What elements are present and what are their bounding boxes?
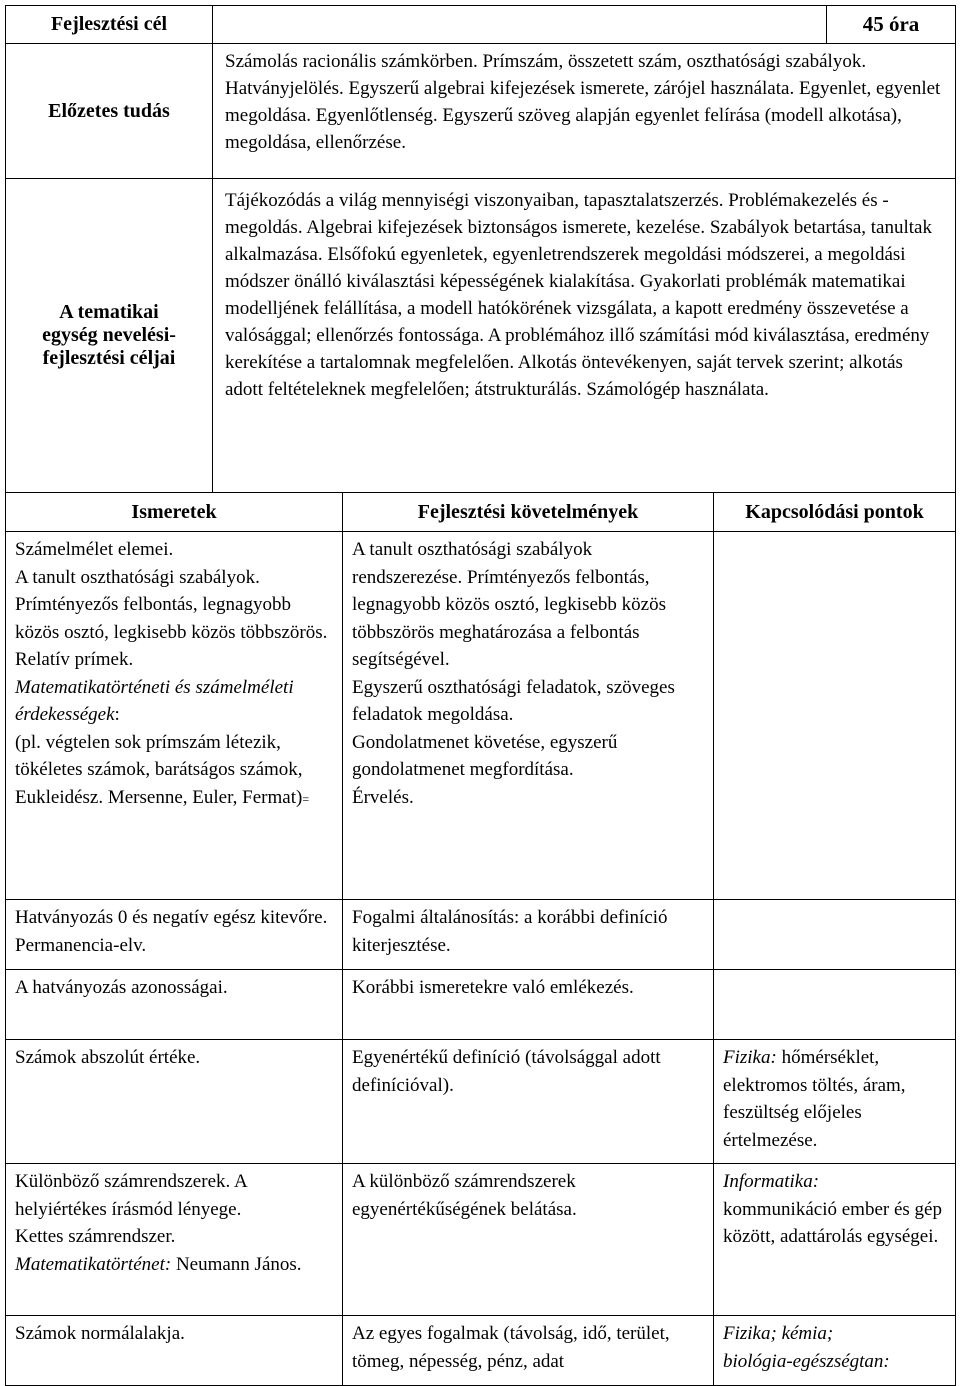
ismeretek-cell: A hatványozás azonosságai. bbox=[6, 970, 343, 1040]
celok-label-line-2: egység nevelési- bbox=[42, 324, 176, 346]
hours-badge: 45 óra bbox=[827, 6, 956, 44]
column-header-kovetelmenyek: Fejlesztési követelmények bbox=[343, 493, 714, 532]
kovetelmenyek-cell: Fogalmi általánosítás: a korábbi definíció kiterjesztése. bbox=[343, 900, 714, 970]
italic-heading: Matematikatörténet: bbox=[15, 1253, 172, 1275]
ismeret-text: Relatív prímek. bbox=[15, 649, 134, 670]
kapcsolodasi-cell bbox=[714, 532, 956, 900]
ismeret-text: Kettes számrendszer. bbox=[15, 1226, 176, 1247]
ismeret-topic: Neumann János. bbox=[171, 1253, 302, 1275]
column-header-ismeretek: Ismeretek bbox=[6, 493, 343, 532]
table-row bbox=[6, 970, 956, 1040]
kovetelmenyek-cell: A különböző számrendszerek egyenértékűségének belátása. bbox=[343, 1164, 714, 1316]
kovetelmeny-text: Egyszerű oszthatósági feladatok, szöveges feladatok megoldása. bbox=[352, 676, 675, 725]
table-row bbox=[6, 1164, 956, 1316]
ismeretek-cell: Hatványozás 0 és negatív egész kitevőre. Permanencia-elv. bbox=[6, 900, 343, 970]
kovetelmenyek-cell: Az egyes fogalmak (távolság, idő, terület, tömeg, népesség, pénz, adat bbox=[343, 1316, 714, 1386]
table-row bbox=[6, 1316, 956, 1386]
celok-label bbox=[6, 179, 213, 493]
ismeret-text: A tanult oszthatósági szabályok. bbox=[15, 566, 260, 588]
elozetes-tudas-text: Számolás racionális számkörben. Prímszám, összetett szám, oszthatósági szabályok. Hatványjelölés. Egyszerű algebrai kifejezések ismerete, zárójel használata. Egyenlet, egyenlet megoldása. Egyenlőtlenség. Egyszerű szöveg alapján egyenlet felírása (modell alkotása), megoldása, ellenőrzése. bbox=[213, 44, 956, 179]
kapcsolodasi-cell bbox=[714, 1040, 956, 1164]
subject-name: Fizika: bbox=[723, 1047, 777, 1068]
fejlesztesi-cel-label: Fejlesztési cél bbox=[6, 6, 213, 44]
ismeret-mark: = bbox=[302, 791, 310, 806]
ismeret-examples: (pl. végtelen sok prímszám létezik, tökéletes számok, barátságos számok, Eukleidész. Mersenne, Euler, Fermat) bbox=[15, 731, 303, 808]
ismeret-text: Különböző számrendszerek. A helyiértékes írásmód lényege. bbox=[15, 1171, 247, 1220]
ismeret-text: Számelmélet elemei. bbox=[15, 539, 174, 560]
celok-label-line-3: fejlesztési céljai bbox=[42, 347, 176, 369]
kovetelmeny-text: Érvelés. bbox=[352, 786, 414, 808]
ismeret-text bbox=[15, 674, 333, 729]
kovetelmenyek-cell bbox=[343, 532, 714, 900]
subject-name: Informatika: bbox=[723, 1171, 820, 1192]
kovetelmeny-text: A tanult oszthatósági szabályok rendszerezése. Prímtényezős felbontás, legnagyobb közös osztó, legkisebb közös többszörös meghatározása a felbontás segítségével. bbox=[352, 539, 666, 670]
celok-text: Tájékozódás a világ mennyiségi viszonyaiban, tapasztalatszerzés. Problémakezelés és -megoldás. Algebrai kifejezések biztonságos ismerete, kezelése. Szabályok betartása, tanultak alkalmazása. Elsőfokú egyenletek, egyenletrendszerek megoldási módszerei, a megoldási módszer önálló kiválasztási képességének kialakítása. Gyakorlati problémák matematikai modelljének felállítása, a modell hatókörének vizsgálata, a kapott eredmény összevetése a valósággal; ellenőrzés fontossága. A problémához illő számítási mód kiválasztása, eredmény kerekítése a tartalomnak megfelelően. Alkotás öntevékenyen, saját tervek szerint; alkotás adott feltételeknek megfelelően; átstrukturálás. Számológép használata. bbox=[213, 179, 956, 493]
kapcsolodasi-cell bbox=[714, 970, 956, 1040]
column-header-kapcsolodasi: Kapcsolódási pontok bbox=[714, 493, 956, 532]
kovetelmeny-text: Gondolatmenet követése, egyszerű gondolatmenet megfordítása. bbox=[352, 731, 618, 780]
subject-topic: kommunikáció ember és gép között, adattárolás egységei. bbox=[723, 1198, 942, 1247]
celok-label-line-1: A tematikai bbox=[59, 301, 159, 323]
header-table bbox=[5, 5, 956, 493]
ismeret-text bbox=[15, 1251, 333, 1279]
ismeretek-cell bbox=[6, 1164, 343, 1316]
kovetelmenyek-cell: Egyenértékű definíció (távolsággal adott definícióval). bbox=[343, 1040, 714, 1164]
ismeret-text: Prímtényezős felbontás, legnagyobb közös osztó, legkisebb közös többszörös. bbox=[15, 594, 328, 643]
ismeretek-cell: Számok abszolút értéke. bbox=[6, 1040, 343, 1164]
elozetes-tudas-label: Előzetes tudás bbox=[6, 44, 213, 179]
kapcsolodasi-cell bbox=[714, 1164, 956, 1316]
ismeret-text bbox=[15, 729, 333, 814]
kovetelmenyek-cell: Korábbi ismeretekre való emlékezés. bbox=[343, 970, 714, 1040]
ismeret-colon: : bbox=[114, 704, 120, 725]
italic-heading: Matematikatörténeti és számelméleti érdekességek bbox=[15, 676, 294, 725]
subject-name: biológia-egészségtan: bbox=[723, 1350, 890, 1372]
ismeretek-cell bbox=[6, 532, 343, 900]
subject-name: Fizika; kémia; bbox=[723, 1323, 834, 1344]
fejlesztesi-cel-value bbox=[213, 6, 827, 44]
table-row bbox=[6, 532, 956, 900]
table-row bbox=[6, 1040, 956, 1164]
subject-topic: hőmérséklet, elektromos töltés, áram, feszültség előjeles értelmezése. bbox=[723, 1047, 906, 1151]
ismeretek-cell: Számok normálalakja. bbox=[6, 1316, 343, 1386]
kapcsolodasi-cell bbox=[714, 1316, 956, 1386]
content-table bbox=[5, 492, 956, 1386]
kapcsolodasi-cell bbox=[714, 900, 956, 970]
table-row bbox=[6, 900, 956, 970]
curriculum-page bbox=[5, 5, 955, 1386]
